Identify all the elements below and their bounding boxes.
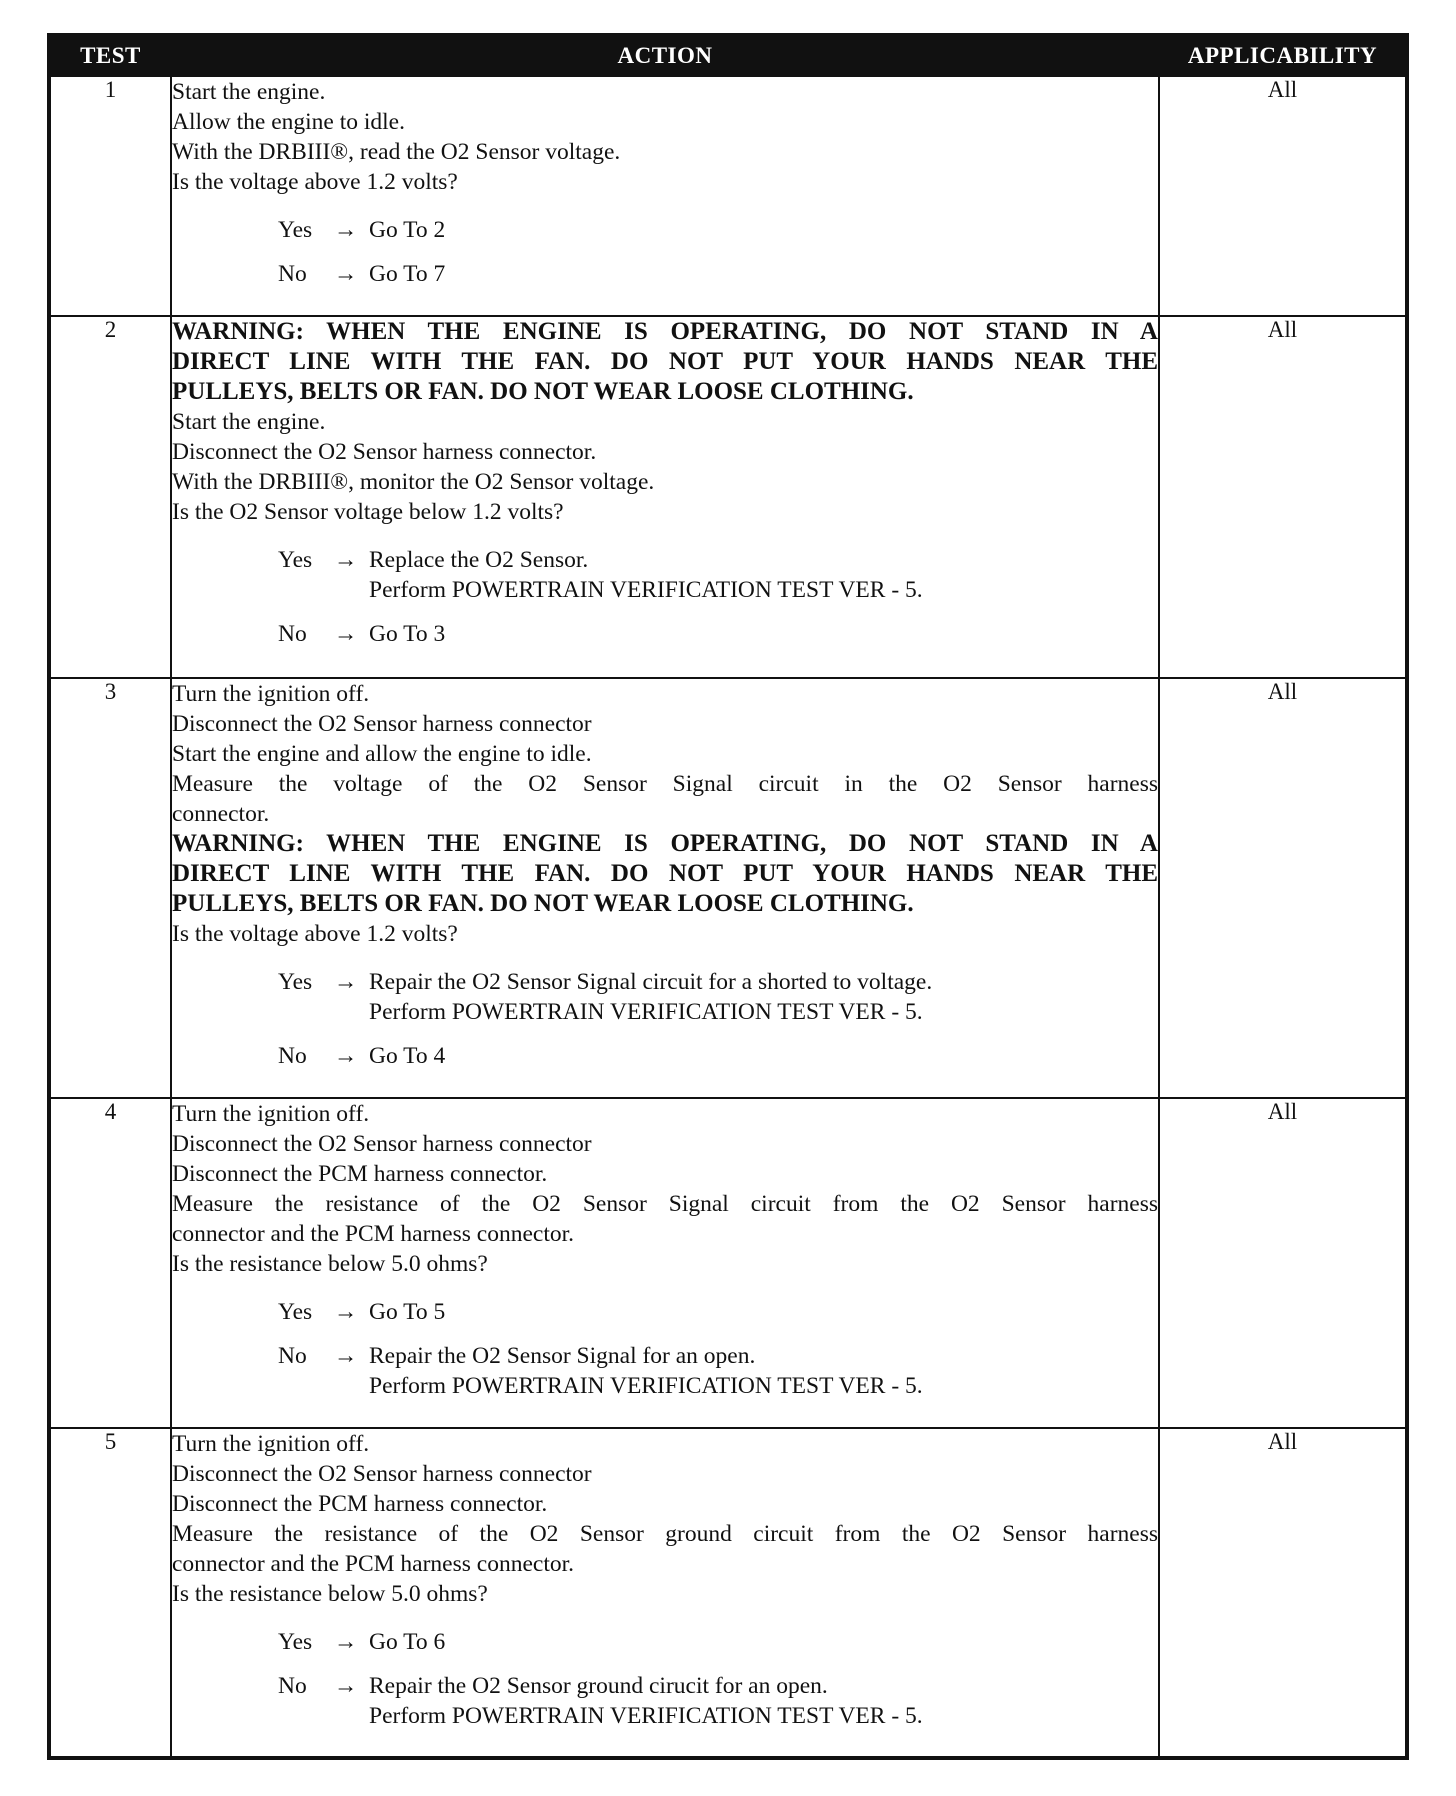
action-line: Is the O2 Sensor voltage below 1.2 volts?	[172, 499, 564, 525]
action-line: Disconnect the O2 Sensor harness connector	[172, 711, 592, 737]
table-row	[49, 76, 1407, 316]
action-line: Disconnect the O2 Sensor harness connector	[172, 1131, 592, 1157]
action-cell	[171, 76, 1159, 316]
table-row	[49, 1428, 1407, 1758]
table-row	[49, 316, 1407, 678]
yes-outcome	[278, 1297, 1158, 1327]
outcome-text: Repair the O2 Sensor Signal for an open.	[369, 1343, 756, 1369]
outcome-text: Go To 6	[369, 1629, 446, 1655]
outcome-text: Go To 3	[369, 621, 446, 647]
action-line: Measure the resistance of the O2 Sensor ground circuit from the O2 Sensor harness	[172, 1521, 1158, 1547]
warning-line: PULLEYS, BELTS OR FAN. DO NOT WEAR LOOSE CLOTHING.	[172, 378, 914, 405]
action-line: Allow the engine to idle.	[172, 109, 405, 135]
test-number: 4	[49, 1098, 171, 1428]
outcome-text: Perform POWERTRAIN VERIFICATION TEST VER - 5.	[369, 577, 923, 603]
action-line: Is the voltage above 1.2 volts?	[172, 921, 458, 947]
action-cell	[171, 1098, 1159, 1428]
action-line: connector and the PCM harness connector.	[172, 1221, 575, 1247]
action-cell	[171, 1428, 1159, 1758]
arrow-icon: →	[333, 261, 358, 287]
warning-line: PULLEYS, BELTS OR FAN. DO NOT WEAR LOOSE CLOTHING.	[172, 890, 914, 917]
table-header-row	[49, 35, 1407, 76]
warning-line: WARNING: WHEN THE ENGINE IS OPERATING, DO NOT STAND IN A	[172, 830, 1158, 857]
yes-label: Yes	[278, 547, 313, 573]
yes-label: Yes	[278, 217, 313, 243]
arrow-icon: →	[333, 1343, 358, 1369]
no-label: No	[278, 1343, 307, 1369]
arrow-icon: →	[333, 1043, 358, 1069]
table-row	[49, 678, 1407, 1098]
test-number: 5	[49, 1428, 171, 1758]
action-line: Disconnect the O2 Sensor harness connector.	[172, 439, 597, 465]
no-outcome	[278, 619, 1158, 649]
action-cell	[171, 316, 1159, 678]
outcome-text: Replace the O2 Sensor.	[369, 547, 589, 573]
no-outcome	[278, 1341, 1158, 1401]
diagnostic-test-table	[47, 33, 1409, 1760]
arrow-icon: →	[333, 217, 358, 243]
yes-outcome	[278, 545, 1158, 605]
no-outcome	[278, 1671, 1158, 1731]
no-label: No	[278, 261, 307, 287]
warning-line: DIRECT LINE WITH THE FAN. DO NOT PUT YOUR HANDS NEAR THE	[172, 860, 1158, 887]
outcome-text: Go To 2	[369, 217, 446, 243]
outcome-text: Perform POWERTRAIN VERIFICATION TEST VER - 5.	[369, 1373, 923, 1399]
arrow-icon: →	[333, 1629, 358, 1655]
yes-label: Yes	[278, 1299, 313, 1325]
outcome-text: Go To 7	[369, 261, 446, 287]
applicability-value: All	[1159, 1428, 1407, 1758]
warning-line: DIRECT LINE WITH THE FAN. DO NOT PUT YOUR HANDS NEAR THE	[172, 348, 1158, 375]
yes-label: Yes	[278, 1629, 313, 1655]
table-row	[49, 1098, 1407, 1428]
action-line: Start the engine and allow the engine to idle.	[172, 741, 592, 767]
header-action: ACTION	[171, 35, 1159, 76]
action-line: Turn the ignition off.	[172, 1101, 370, 1127]
test-number: 2	[49, 316, 171, 678]
no-label: No	[278, 1043, 307, 1069]
applicability-value: All	[1159, 1098, 1407, 1428]
no-label: No	[278, 1673, 307, 1699]
yes-outcome	[278, 215, 1158, 245]
yes-label: Yes	[278, 969, 313, 995]
action-line: Measure the resistance of the O2 Sensor Signal circuit from the O2 Sensor harness	[172, 1191, 1158, 1217]
arrow-icon: →	[333, 1299, 358, 1325]
action-line: Start the engine.	[172, 409, 326, 435]
action-line: Turn the ignition off.	[172, 681, 370, 707]
action-line: With the DRBIII®, monitor the O2 Sensor voltage.	[172, 469, 655, 495]
outcome-text: Perform POWERTRAIN VERIFICATION TEST VER - 5.	[369, 1703, 923, 1729]
arrow-icon: →	[333, 547, 358, 573]
outcome-text: Go To 5	[369, 1299, 446, 1325]
outcome-text: Perform POWERTRAIN VERIFICATION TEST VER - 5.	[369, 999, 923, 1025]
action-line: Measure the voltage of the O2 Sensor Signal circuit in the O2 Sensor harness	[172, 771, 1158, 797]
no-outcome	[278, 1041, 1158, 1071]
action-line: With the DRBIII®, read the O2 Sensor voltage.	[172, 139, 621, 165]
action-line: Start the engine.	[172, 79, 326, 105]
outcome-text: Repair the O2 Sensor Signal circuit for a shorted to voltage.	[369, 969, 933, 995]
action-line: Is the resistance below 5.0 ohms?	[172, 1251, 488, 1277]
applicability-value: All	[1159, 316, 1407, 678]
no-label: No	[278, 621, 307, 647]
test-number: 1	[49, 76, 171, 316]
outcome-text: Go To 4	[369, 1043, 446, 1069]
arrow-icon: →	[333, 969, 358, 995]
no-outcome	[278, 259, 1158, 289]
header-applicability: APPLICABILITY	[1159, 35, 1407, 76]
applicability-value: All	[1159, 678, 1407, 1098]
action-cell	[171, 678, 1159, 1098]
arrow-icon: →	[333, 621, 358, 647]
yes-outcome	[278, 967, 1158, 1027]
applicability-value: All	[1159, 76, 1407, 316]
action-line: Disconnect the O2 Sensor harness connector	[172, 1461, 592, 1487]
action-line: Turn the ignition off.	[172, 1431, 370, 1457]
action-line: connector and the PCM harness connector.	[172, 1551, 575, 1577]
outcome-text: Repair the O2 Sensor ground cirucit for an open.	[369, 1673, 828, 1699]
warning-line: WARNING: WHEN THE ENGINE IS OPERATING, DO NOT STAND IN A	[172, 318, 1158, 345]
action-line: Disconnect the PCM harness connector.	[172, 1161, 548, 1187]
action-line: Is the resistance below 5.0 ohms?	[172, 1581, 488, 1607]
yes-outcome	[278, 1627, 1158, 1657]
header-test: TEST	[49, 35, 171, 76]
action-line: Is the voltage above 1.2 volts?	[172, 169, 458, 195]
test-number: 3	[49, 678, 171, 1098]
action-line: connector.	[172, 801, 270, 827]
arrow-icon: →	[333, 1673, 358, 1699]
action-line: Disconnect the PCM harness connector.	[172, 1491, 548, 1517]
